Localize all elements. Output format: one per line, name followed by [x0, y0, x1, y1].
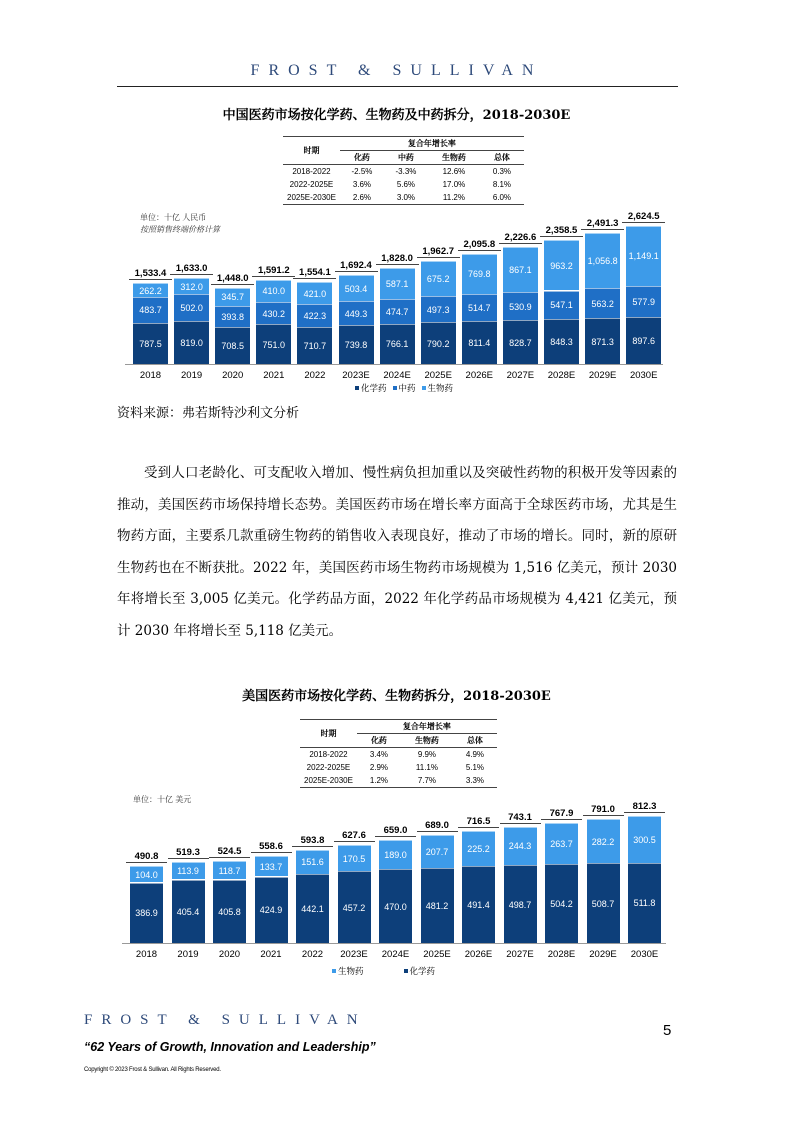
bar-total-label: 2,095.8 — [458, 239, 501, 251]
legend-label: 生物药 — [427, 383, 454, 393]
bar-total-label: 743.1 — [500, 812, 541, 824]
bar-segment-bio: 503.4 — [339, 275, 374, 302]
bar-segment-chem: 470.0 — [379, 869, 412, 943]
bar-segment-bio: 170.5 — [338, 845, 371, 872]
footer-slogan: “62 Years of Growth, Innovation and Leadership” — [84, 1040, 376, 1054]
bar-segment-tcm: 449.3 — [339, 301, 374, 325]
bar-segment-bio: 675.2 — [421, 261, 456, 297]
cagr-value: 0.3% — [492, 167, 512, 176]
page-number: 5 — [663, 1022, 672, 1039]
bar-segment-bio: 133.7 — [255, 856, 288, 877]
bar-segment-chem: 787.5 — [133, 323, 168, 365]
bar-total-label: 767.9 — [541, 808, 582, 820]
cagr-period-header: 时期 — [283, 137, 340, 165]
china-cagr-table — [283, 136, 524, 205]
bar-segment-chem: 811.4 — [462, 321, 497, 364]
bar-segment-bio: 104.0 — [130, 866, 163, 882]
x-tick-label: 2019 — [177, 949, 199, 960]
cagr-column-header: 化药 — [340, 151, 384, 165]
x-tick-label: 2028E — [547, 949, 576, 960]
bar-segment-bio: 118.7 — [213, 861, 246, 880]
cagr-column-header: 总体 — [480, 151, 524, 165]
legend-item — [393, 382, 416, 394]
bar-segment-tcm: 430.2 — [256, 302, 291, 325]
bar-segment-tcm: 474.7 — [380, 299, 415, 324]
cagr-value: 17.0% — [442, 180, 466, 189]
bar-segment-bio: 263.7 — [545, 823, 578, 864]
bar-segment-chem: 848.3 — [544, 319, 579, 364]
cagr-value: 4.9% — [465, 750, 485, 759]
bar-segment-chem: 828.7 — [503, 320, 538, 364]
cagr-row — [283, 178, 524, 191]
legend-item — [332, 965, 364, 977]
bar-segment-bio: 300.5 — [628, 816, 661, 863]
bar-segment-chem: 710.7 — [297, 327, 332, 365]
x-tick-label: 2026E — [465, 370, 494, 381]
bar-segment-bio: 769.8 — [462, 254, 497, 295]
bar-segment-bio: 282.2 — [587, 819, 620, 863]
x-tick-label: 2020 — [218, 949, 241, 960]
copyright-notice: Copyright © 2023 Frost & Sullivan. All Rights Reserved. — [84, 1067, 221, 1073]
cagr-row — [300, 748, 497, 762]
x-tick-label: 2030E — [630, 949, 659, 960]
cagr-value: 3.0% — [384, 191, 428, 205]
china-chart-legend — [355, 382, 453, 394]
bar-segment-bio: 225.2 — [462, 831, 495, 866]
bar-segment-chem: 897.6 — [626, 317, 661, 364]
cagr-row — [283, 191, 524, 205]
bar-segment-chem: 442.1 — [296, 874, 329, 943]
bar-total-label: 627.6 — [334, 830, 375, 842]
bar-segment-chem: 708.5 — [215, 327, 250, 364]
bar-segment-tcm: 530.9 — [503, 292, 538, 320]
bar-segment-chem: 498.7 — [504, 865, 537, 943]
x-tick-label: 2022 — [301, 949, 324, 960]
bar-total-label: 1,828.0 — [376, 253, 419, 265]
bar-total-label: 1,962.7 — [417, 246, 460, 258]
bar-total-label: 812.3 — [624, 801, 665, 813]
legend-item — [404, 965, 436, 977]
bar-total-label: 519.3 — [168, 847, 209, 859]
china-price-basis-note: 按照销售终端价格计算 — [140, 225, 220, 234]
cagr-group-header: 复合年增长率 — [340, 137, 524, 151]
bar-segment-bio: 113.9 — [172, 862, 205, 880]
bar-segment-chem: 504.2 — [545, 864, 578, 943]
cagr-value: 2.6% — [340, 191, 384, 205]
bar-segment-chem: 508.7 — [587, 863, 620, 943]
cagr-value: -3.3% — [395, 167, 417, 176]
bar-total-label: 2,226.6 — [499, 232, 542, 244]
bar-segment-chem: 819.0 — [174, 321, 209, 364]
x-tick-label: 2018 — [139, 370, 162, 381]
china-unit-label: 单位：十亿 人民币 — [140, 213, 207, 222]
x-tick-label: 2027E — [506, 370, 535, 381]
bar-segment-bio: 262.2 — [133, 283, 168, 297]
bar-total-label: 2,358.5 — [540, 225, 583, 237]
x-tick-label: 2022 — [304, 370, 326, 381]
bar-segment-chem: 481.2 — [421, 868, 454, 943]
cagr-column-header: 中药 — [384, 151, 428, 165]
cagr-value: 3.4% — [369, 750, 389, 759]
x-tick-label: 2024E — [383, 370, 411, 381]
cagr-column-header: 总体 — [453, 734, 497, 748]
bar-segment-bio: 312.0 — [174, 278, 209, 294]
bar-segment-chem: 405.8 — [213, 880, 246, 944]
bar-segment-bio: 207.7 — [421, 835, 454, 868]
x-tick-label: 2028E — [547, 370, 576, 381]
cagr-value: -2.5% — [351, 167, 373, 176]
x-tick-label: 2018 — [135, 949, 158, 960]
bar-segment-bio: 345.7 — [215, 288, 250, 306]
legend-label: 中药 — [398, 383, 416, 393]
x-axis-line — [122, 943, 666, 944]
cagr-period: 2025E-2030E — [283, 191, 340, 205]
bar-segment-chem: 491.4 — [462, 866, 495, 943]
legend-swatch-icon — [393, 386, 397, 390]
legend-swatch-icon — [332, 969, 336, 973]
cagr-value: 7.7% — [401, 774, 453, 788]
bar-segment-bio: 244.3 — [504, 827, 537, 865]
bar-total-label: 1,533.4 — [129, 268, 172, 280]
legend-swatch-icon — [355, 386, 359, 390]
cagr-group-header: 复合年增长率 — [357, 720, 497, 734]
legend-swatch-icon — [422, 386, 426, 390]
bar-segment-bio: 151.6 — [296, 850, 329, 874]
cagr-value: 6.0% — [480, 191, 524, 205]
x-tick-label: 2020 — [222, 370, 244, 381]
source-note: 资料来源：弗若斯特沙利文分析 — [117, 406, 300, 421]
bar-segment-tcm: 393.8 — [215, 306, 250, 327]
cagr-column-header: 化药 — [357, 734, 401, 748]
cagr-period: 2018-2022 — [309, 750, 348, 759]
bar-total-label: 659.0 — [375, 825, 416, 837]
bar-total-label: 716.5 — [458, 816, 499, 828]
cagr-row — [300, 774, 497, 788]
bar-total-label: 2,491.3 — [581, 218, 624, 230]
cagr-value: 12.6% — [442, 167, 466, 176]
bar-segment-tcm: 563.2 — [585, 288, 620, 318]
legend-label: 化学药 — [361, 383, 387, 393]
cagr-value: 5.1% — [465, 763, 485, 772]
bar-total-label: 1,692.4 — [335, 260, 378, 272]
cagr-column-header: 生物药 — [401, 734, 453, 748]
frost-sullivan-logo-header: FROST & SULLIVAN — [250, 62, 543, 79]
legend-label: 化学药 — [409, 966, 436, 976]
cagr-period: 2022-2025E — [306, 763, 351, 772]
bar-segment-tcm: 483.7 — [133, 297, 168, 323]
bar-segment-chem: 424.9 — [255, 877, 288, 944]
x-tick-label: 2021 — [263, 370, 285, 381]
cagr-value: 11.1% — [415, 763, 438, 772]
legend-item — [355, 382, 387, 394]
x-tick-label: 2023E — [342, 370, 370, 381]
bar-total-label: 2,624.5 — [622, 211, 665, 223]
bar-segment-bio: 587.1 — [380, 268, 415, 299]
bar-segment-tcm: 422.3 — [297, 304, 332, 326]
x-tick-label: 2027E — [506, 949, 534, 960]
x-tick-label: 2019 — [181, 370, 203, 381]
bar-segment-bio: 189.0 — [379, 840, 412, 870]
x-axis-line — [125, 364, 663, 365]
cagr-row — [300, 761, 497, 774]
bar-segment-chem: 739.8 — [339, 325, 374, 364]
x-tick-label: 2023E — [340, 949, 368, 960]
cagr-value: 1.2% — [357, 774, 401, 788]
bar-segment-chem: 457.2 — [338, 871, 371, 943]
cagr-period: 2025E-2030E — [300, 774, 357, 788]
bar-segment-chem: 511.8 — [628, 863, 661, 943]
bar-total-label: 524.5 — [209, 846, 250, 858]
bar-total-label: 1,591.2 — [252, 265, 295, 277]
bar-total-label: 1,448.0 — [211, 273, 254, 285]
bar-segment-bio: 410.0 — [256, 280, 291, 302]
cagr-period-header: 时期 — [300, 720, 357, 748]
legend-label: 生物药 — [338, 966, 364, 976]
bar-segment-chem: 871.3 — [585, 318, 620, 364]
cagr-value: 8.1% — [492, 180, 512, 189]
bar-total-label: 558.6 — [251, 841, 292, 853]
legend-swatch-icon — [404, 969, 408, 973]
cagr-column-header: 生物药 — [428, 151, 480, 165]
bar-segment-tcm: 547.1 — [544, 291, 579, 320]
cagr-period: 2018-2022 — [292, 167, 331, 176]
x-tick-label: 2029E — [588, 370, 617, 381]
bar-segment-chem: 766.1 — [380, 324, 415, 364]
bar-segment-bio: 1,056.8 — [585, 233, 620, 289]
x-tick-label: 2021 — [260, 949, 282, 960]
x-tick-label: 2030E — [629, 370, 658, 381]
bar-segment-bio: 867.1 — [503, 247, 538, 293]
bar-segment-chem: 405.4 — [172, 880, 205, 943]
us-chart-title: 美国医药市场按化学药、生物药拆分，2018-2030E — [242, 689, 551, 704]
legend-item — [422, 382, 454, 394]
bar-segment-tcm: 497.3 — [421, 296, 456, 322]
x-tick-label: 2026E — [464, 949, 493, 960]
cagr-row — [283, 165, 524, 179]
china-chart-title: 中国医药市场按化学药、生物药及中药拆分，2018-2030E — [222, 108, 571, 123]
cagr-value: 11.2% — [428, 191, 480, 205]
bar-segment-bio: 421.0 — [297, 282, 332, 304]
cagr-period: 2022-2025E — [289, 180, 334, 189]
cagr-value: 3.6% — [352, 180, 372, 189]
cagr-value: 2.9% — [369, 763, 389, 772]
bar-segment-tcm: 514.7 — [462, 294, 497, 321]
x-tick-label: 2025E — [424, 370, 452, 381]
bar-segment-bio: 963.2 — [544, 240, 579, 291]
bar-segment-chem: 790.2 — [421, 322, 456, 364]
bar-segment-chem: 386.9 — [130, 883, 163, 944]
us-chart-legend — [332, 965, 435, 977]
bar-segment-tcm: 502.0 — [174, 294, 209, 321]
frost-sullivan-logo-footer: FROST & SULLIVAN — [84, 1012, 367, 1028]
x-tick-label: 2025E — [423, 949, 451, 960]
bar-total-label: 1,633.0 — [170, 263, 213, 275]
bar-total-label: 1,554.1 — [293, 267, 336, 279]
bar-total-label: 593.8 — [292, 835, 333, 847]
us-cagr-table — [300, 719, 497, 788]
bar-segment-chem: 751.0 — [256, 324, 291, 364]
bar-total-label: 689.0 — [417, 820, 458, 832]
header-divider — [117, 86, 678, 87]
x-tick-label: 2024E — [381, 949, 410, 960]
bar-segment-bio: 1,149.1 — [626, 226, 661, 287]
body-paragraph: 受到人口老龄化、可支配收入增加、慢性病负担加重以及突破性药物的积极开发等因素的推动，美国医药市场保持增长态势。美国医药市场在增长率方面高于全球医药市场，尤其是生物药方面，主要系几款重磅生物药的销售收入表现良好，推动了市场的增长。同时，新的原研生物药也在不断获批。2022 年，美国医药市场生物药市场规模为 1,516 亿美元，预计 2030 年将增长至 3,005 亿美元。化学药品方面，2022 年化学药品市场规模为 4,421 亿美元，预计 2030 年将增长至 5,118 亿美元。 — [117, 465, 677, 639]
bar-total-label: 791.0 — [583, 804, 624, 816]
x-tick-label: 2029E — [589, 949, 617, 960]
cagr-value: 3.3% — [453, 774, 497, 788]
bar-segment-tcm: 577.9 — [626, 286, 661, 317]
cagr-value: 9.9% — [417, 750, 437, 759]
bar-total-label: 490.8 — [126, 851, 167, 863]
cagr-value: 5.6% — [396, 180, 416, 189]
us-unit-label: 单位：十亿 美元 — [133, 795, 192, 804]
